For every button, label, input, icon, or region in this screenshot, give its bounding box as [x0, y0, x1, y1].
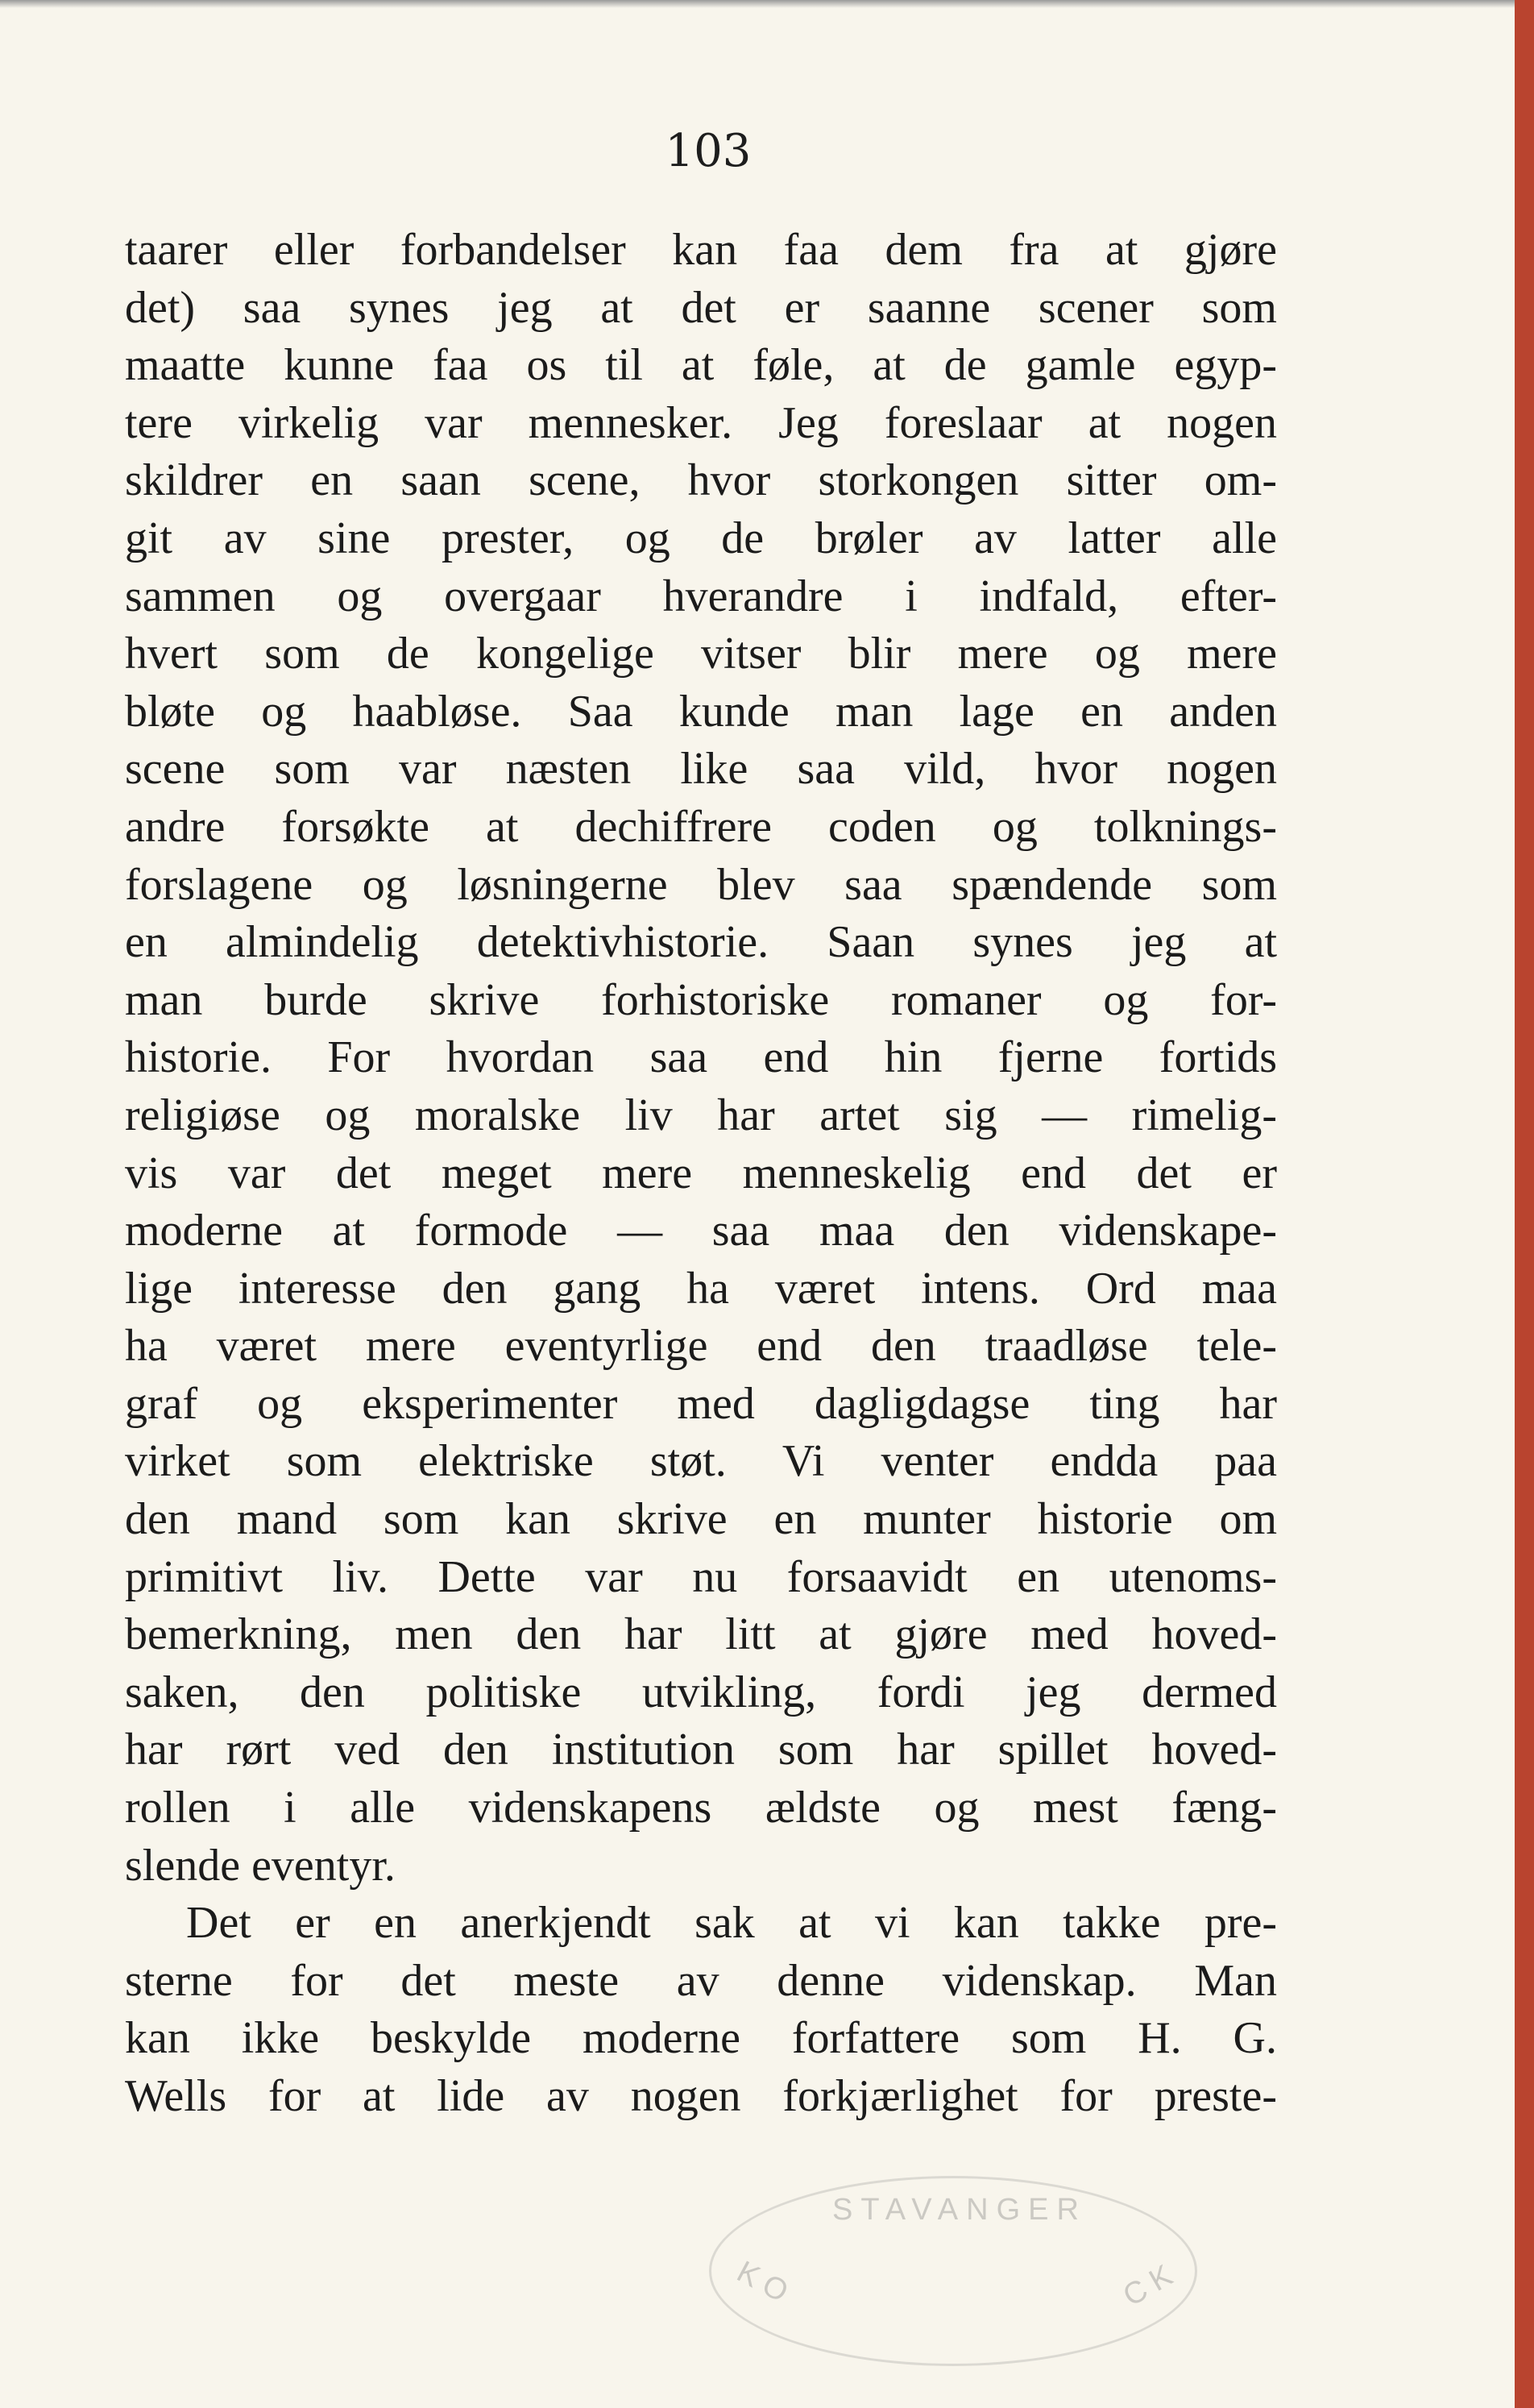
text-line: hvert som de kongelige vitser blir mere og mere [125, 629, 1277, 679]
text-line: historie. For hvordan saa end hin fjerne fortids [125, 1032, 1277, 1083]
text-line: Wells for at lide av nogen forkjærlighet for preste- [125, 2071, 1277, 2121]
text-line: scene som var næsten like saa vild, hvor nogen [125, 744, 1277, 795]
text-line: kan ikke beskylde moderne forfattere som H. G. [125, 2013, 1277, 2064]
text-line: tere virkelig var mennesker. Jeg foreslaar at nogen [125, 397, 1277, 448]
text-line: sterne for det meste av denne videnskap. Man [125, 1955, 1277, 2006]
text-line: git av sine prester, og de brøler av latter alle [125, 513, 1277, 563]
page-top-edge [0, 0, 1515, 8]
text-line: slende eventyr. [125, 1840, 396, 1891]
text-line: det) saa synes jeg at det er saanne scener som [125, 282, 1277, 333]
text-line: vis var det meget mere menneskelig end det er [125, 1148, 1277, 1198]
text-line: graf og eksperimenter med dagligdagse ting har [125, 1378, 1277, 1429]
library-stamp [709, 2176, 1197, 2366]
text-line: skildrer en saan scene, hvor storkongen sitter om- [125, 455, 1277, 506]
text-line: saken, den politiske utvikling, fordi jeg dermed [125, 1667, 1277, 1717]
text-line: en almindelig detektivhistorie. Saan synes jeg at [125, 917, 1277, 968]
text-line: ha været mere eventyrlige end den traadløse tele- [125, 1321, 1277, 1372]
body-text [125, 222, 1277, 2126]
text-line: har rørt ved den institution som har spillet hoved- [125, 1725, 1277, 1775]
stamp-top-text: STAVANGER [832, 2193, 1087, 2227]
text-line: rollen i alle videnskapens ældste og mest fæng- [125, 1783, 1277, 1833]
text-line: Det er en anerkjendt sak at vi kan takke pre- [186, 1898, 1277, 1949]
text-line: den mand som kan skrive en munter historie om [125, 1494, 1277, 1545]
text-line: moderne at formode — saa maa den videnskape- [125, 1206, 1277, 1256]
text-line: man burde skrive forhistoriske romaner og for- [125, 974, 1277, 1025]
page-number: 103 [665, 125, 752, 177]
text-line: primitivt liv. Dette var nu forsaavidt en utenoms- [125, 1551, 1277, 1602]
text-line: sammen og overgaar hverandre i indfald, efter- [125, 571, 1277, 621]
text-line: maatte kunne faa os til at føle, at de gamle egyp- [125, 340, 1277, 391]
text-line: forslagene og løsningerne blev saa spændende som [125, 859, 1277, 910]
text-line: bemerkning, men den har litt at gjøre med hoved- [125, 1609, 1277, 1660]
text-line: religiøse og moralske liv har artet sig — rimelig- [125, 1090, 1277, 1140]
text-line: virket som elektriske støt. Vi venter endda paa [125, 1436, 1277, 1487]
stamp-right-text: CK [1117, 2254, 1186, 2314]
text-line: andre forsøkte at dechiffrere coden og tolknings- [125, 801, 1277, 852]
text-line: taarer eller forbandelser kan faa dem fra at gjøre [125, 225, 1277, 275]
stamp-left-text: KO [731, 2254, 801, 2314]
text-line: lige interesse den gang ha været intens. Ord maa [125, 1263, 1277, 1314]
text-line: bløte og haabløse. Saa kunde man lage en anden [125, 686, 1277, 737]
